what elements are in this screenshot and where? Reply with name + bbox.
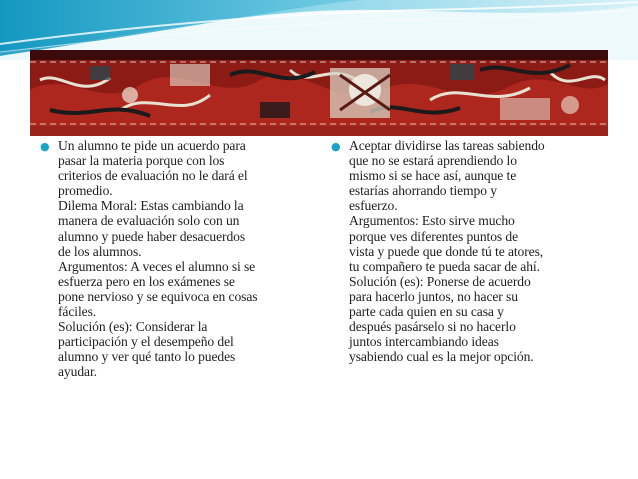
- text-line: pone nervioso y se equivoca en cosas: [58, 288, 258, 304]
- abstract-mural-graphic: [30, 50, 608, 136]
- text-line: Solución (es): Ponerse de acuerdo: [349, 273, 531, 289]
- text-line: pasar la materia porque con los: [58, 153, 225, 169]
- text-line: porque ves diferentes puntos de: [349, 228, 519, 244]
- text-line: después pasárselo si no hacerlo: [349, 319, 516, 335]
- left-column: [40, 138, 312, 380]
- text-line: Aceptar dividirse las tareas sabiendo: [349, 138, 545, 153]
- banner-image: [30, 50, 608, 136]
- right-column: [331, 138, 613, 364]
- bullet-icon: ●: [331, 140, 341, 153]
- text-line: vista y puede que donde tú te atores,: [349, 243, 544, 259]
- text-line: ysabiendo cual es la mejor opción.: [349, 349, 534, 365]
- right-bullet-item: [331, 138, 613, 364]
- text-line: de los alumnos.: [58, 243, 142, 259]
- text-line: Dilema Moral: Estas cambiando la: [58, 198, 244, 214]
- text-line: alumno y puede haber desacuerdos: [58, 228, 246, 244]
- text-line: ayudar.: [58, 364, 97, 380]
- text-line: juntos intercambiando ideas: [349, 334, 499, 350]
- text-line: manera de evaluación solo con un: [58, 213, 240, 229]
- left-bullet-item: [40, 138, 312, 380]
- text-line: Argumentos: Esto sirve mucho: [349, 213, 515, 229]
- text-line: parte cada quien en su casa y: [349, 304, 504, 320]
- text-line: esfuerzo.: [349, 198, 398, 214]
- text-line: estarías ahorrando tiempo y: [349, 183, 497, 199]
- text-line: que no se estará aprendiendo lo: [349, 153, 517, 169]
- text-line: Un alumno te pide un acuerdo para: [58, 138, 246, 153]
- text-line: criterios de evaluación no le dará el: [58, 168, 248, 184]
- text-line: Solución (es): Considerar la: [58, 319, 208, 335]
- text-line: tu compañero te pueda sacar de ahí.: [349, 258, 540, 274]
- text-line: Argumentos: A veces el alumno si se: [58, 258, 256, 274]
- text-line: alumno y ver qué tanto lo puedes: [58, 349, 236, 365]
- text-line: mismo si se hace así, aunque te: [349, 168, 517, 184]
- text-line: promedio.: [58, 183, 113, 199]
- text-line: participación y el desempeño del: [58, 334, 234, 350]
- text-line: para hacerlo juntos, no hacer su: [349, 288, 518, 304]
- text-line: esfuerza pero en los exámenes se: [58, 273, 235, 289]
- text-line: fáciles.: [58, 304, 97, 320]
- bullet-icon: ●: [40, 140, 50, 153]
